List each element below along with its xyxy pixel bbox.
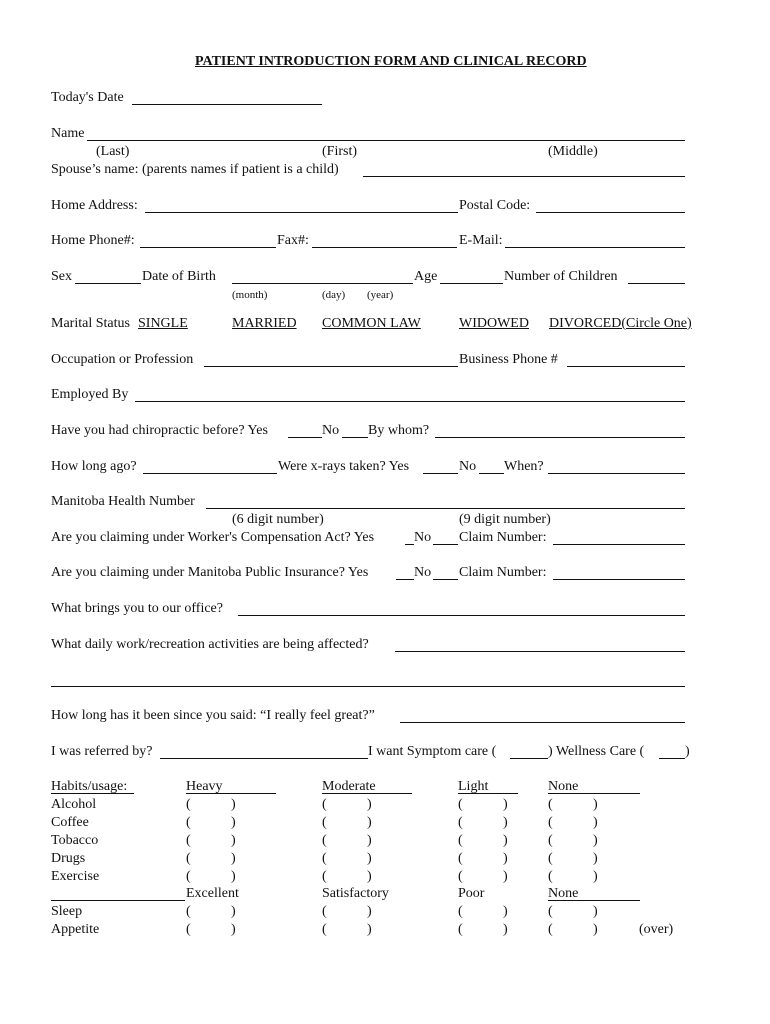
mpi-claim-field[interactable] [553, 579, 685, 580]
habit-coffee-none-close[interactable]: ) [593, 815, 598, 830]
xrays-no-field[interactable] [479, 473, 504, 474]
wellness-care-close: ) [685, 744, 690, 759]
habits-section2-rule [51, 900, 185, 901]
habits-col-heavy: Heavy [186, 779, 223, 794]
habit-tobacco-moderate-open[interactable]: ( [322, 833, 327, 848]
chiropractic-question: Have you had chiropractic before? Yes [51, 423, 268, 438]
sex-field[interactable] [75, 283, 141, 284]
name-middle-caption: (Middle) [548, 144, 598, 159]
habit-tobacco-light-close[interactable]: ) [503, 833, 508, 848]
name-label: Name [51, 126, 85, 141]
habit-exercise-none-open[interactable]: ( [548, 869, 553, 884]
marital-option-divorced[interactable]: DIVORCED(Circle One) [549, 316, 692, 331]
habit-exercise-moderate-open[interactable]: ( [322, 869, 327, 884]
habit-exercise-none-close[interactable]: ) [593, 869, 598, 884]
dob-day-caption: (day) [322, 289, 346, 301]
email-label: E-Mail: [459, 233, 503, 248]
wellness-care-field[interactable] [659, 758, 685, 759]
habit-coffee-heavy-open[interactable]: ( [186, 815, 191, 830]
daily-activities-label: What daily work/recreation activities are being affected? [51, 637, 369, 652]
habit-tobacco-none-open[interactable]: ( [548, 833, 553, 848]
habit-sleep-none-open[interactable]: ( [548, 904, 553, 919]
habits-col-light: Light [458, 779, 489, 794]
habit-appetite-poor-close[interactable]: ) [503, 922, 508, 937]
habit-appetite-satisfactory-close[interactable]: ) [367, 922, 372, 937]
habit-drugs-none-open[interactable]: ( [548, 851, 553, 866]
habit-sleep-poor-close[interactable]: ) [503, 904, 508, 919]
habit-drugs-none-close[interactable]: ) [593, 851, 598, 866]
home-address-label: Home Address: [51, 198, 138, 213]
habits-header-rule-3 [322, 793, 412, 794]
postal-code-field[interactable] [536, 212, 685, 213]
chiropractic-yes-field[interactable] [288, 437, 322, 438]
spouse-label: Spouse’s name: (parents names if patient is a child) [51, 162, 339, 177]
habit-alcohol-heavy-open[interactable]: ( [186, 797, 191, 812]
age-field[interactable] [440, 283, 503, 284]
children-field[interactable] [628, 283, 685, 284]
name-last-caption: (Last) [96, 144, 130, 159]
habits-header-rule-1 [51, 793, 134, 794]
mpi-claim-label: Claim Number: [459, 565, 547, 580]
mb-health-label: Manitoba Health Number [51, 494, 195, 509]
habit-tobacco-none-close[interactable]: ) [593, 833, 598, 848]
habit-appetite-excellent-close[interactable]: ) [231, 922, 236, 937]
habits-col2-poor: Poor [458, 886, 485, 901]
brings-you-label: What brings you to our office? [51, 601, 223, 616]
habit-coffee-light-open[interactable]: ( [458, 815, 463, 830]
referred-by-field[interactable] [160, 758, 368, 759]
by-whom-field[interactable] [435, 437, 685, 438]
mpi-question: Are you claiming under Manitoba Public Insurance? Yes [51, 565, 369, 580]
habit-alcohol-none-open[interactable]: ( [548, 797, 553, 812]
habit-row-sleep: Sleep [51, 904, 83, 919]
postal-code-label: Postal Code: [459, 198, 531, 213]
habit-alcohol-none-close[interactable]: ) [593, 797, 598, 812]
habit-exercise-light-close[interactable]: ) [503, 869, 508, 884]
symptom-care-label: I want Symptom care ( [368, 744, 497, 759]
occupation-field[interactable] [204, 366, 458, 367]
habit-appetite-satisfactory-open[interactable]: ( [322, 922, 327, 937]
habits-header-rule-5 [548, 793, 640, 794]
habit-exercise-light-open[interactable]: ( [458, 869, 463, 884]
habit-exercise-moderate-close[interactable]: ) [367, 869, 372, 884]
habit-appetite-excellent-open[interactable]: ( [186, 922, 191, 937]
dob-label: Date of Birth [142, 269, 216, 284]
marital-option-widowed[interactable]: WIDOWED [459, 316, 529, 331]
habit-alcohol-light-open[interactable]: ( [458, 797, 463, 812]
habit-drugs-heavy-close[interactable]: ) [231, 851, 236, 866]
xrays-no-label: No [459, 459, 477, 474]
habit-drugs-light-open[interactable]: ( [458, 851, 463, 866]
name-first-caption: (First) [322, 144, 357, 159]
todays-date-field[interactable] [132, 104, 322, 105]
todays-date-label: Today's Date [51, 90, 124, 105]
daily-activities-field[interactable] [395, 651, 685, 652]
habit-drugs-heavy-open[interactable]: ( [186, 851, 191, 866]
habits-col2-satisfactory: Satisfactory [322, 886, 389, 901]
wcb-claim-label: Claim Number: [459, 530, 547, 545]
habit-sleep-excellent-open[interactable]: ( [186, 904, 191, 919]
habit-row-tobacco: Tobacco [51, 833, 99, 848]
business-phone-label: Business Phone # [459, 352, 558, 367]
wcb-no-label: No [414, 530, 432, 545]
over-note: (over) [639, 922, 674, 937]
habits-col2-excellent: Excellent [186, 886, 239, 901]
habit-row-exercise: Exercise [51, 869, 100, 884]
fax-label: Fax#: [277, 233, 309, 248]
sex-label: Sex [51, 269, 72, 284]
brings-you-field[interactable] [238, 615, 685, 616]
wcb-question: Are you claiming under Worker's Compensation Act? Yes [51, 530, 375, 545]
nine-digit-caption: (9 digit number) [459, 512, 551, 527]
chiropractic-no-label: No [322, 423, 340, 438]
habit-row-appetite: Appetite [51, 922, 100, 937]
occupation-label: Occupation or Profession [51, 352, 194, 367]
habit-tobacco-light-open[interactable]: ( [458, 833, 463, 848]
habits-header: Habits/usage: [51, 779, 128, 794]
mpi-no-label: No [414, 565, 432, 580]
form-title: PATIENT INTRODUCTION FORM AND CLINICAL RECORD [195, 54, 587, 69]
mpi-yes-field[interactable] [396, 579, 414, 580]
habit-appetite-poor-open[interactable]: ( [458, 922, 463, 937]
habit-drugs-moderate-close[interactable]: ) [367, 851, 372, 866]
habits2-header-rule-5 [548, 900, 640, 901]
habits-col-moderate: Moderate [322, 779, 376, 794]
dob-year-caption: (year) [367, 289, 394, 301]
six-digit-caption: (6 digit number) [232, 512, 324, 527]
habit-sleep-excellent-close[interactable]: ) [231, 904, 236, 919]
habit-exercise-heavy-close[interactable]: ) [231, 869, 236, 884]
daily-activities-field-2[interactable] [51, 686, 685, 687]
habit-row-coffee: Coffee [51, 815, 89, 830]
habit-alcohol-heavy-close[interactable]: ) [231, 797, 236, 812]
wcb-no-field[interactable] [433, 544, 458, 545]
xrays-yes-field[interactable] [423, 473, 458, 474]
habit-row-alcohol: Alcohol [51, 797, 97, 812]
fax-field[interactable] [312, 247, 457, 248]
xrays-when-label: When? [504, 459, 544, 474]
habits-col2-none: None [548, 886, 579, 901]
wellness-care-label: ) Wellness Care ( [548, 744, 645, 759]
how-long-ago-field[interactable] [143, 473, 277, 474]
marital-option-single[interactable]: SINGLE [138, 316, 188, 331]
employed-by-label: Employed By [51, 387, 129, 402]
habit-alcohol-moderate-close[interactable]: ) [367, 797, 372, 812]
symptom-care-field[interactable] [510, 758, 548, 759]
habit-row-drugs: Drugs [51, 851, 86, 866]
spouse-field[interactable] [363, 176, 685, 177]
how-long-ago-label: How long ago? [51, 459, 137, 474]
business-phone-field[interactable] [567, 366, 685, 367]
marital-option-married[interactable]: MARRIED [232, 316, 297, 331]
chiropractic-no-field[interactable] [342, 437, 368, 438]
habit-appetite-none-open[interactable]: ( [548, 922, 553, 937]
habit-appetite-none-close[interactable]: ) [593, 922, 598, 937]
habit-tobacco-heavy-close[interactable]: ) [231, 833, 236, 848]
habit-sleep-poor-open[interactable]: ( [458, 904, 463, 919]
habit-sleep-none-close[interactable]: ) [593, 904, 598, 919]
habit-sleep-satisfactory-open[interactable]: ( [322, 904, 327, 919]
habit-drugs-light-close[interactable]: ) [503, 851, 508, 866]
habit-coffee-none-open[interactable]: ( [548, 815, 553, 830]
home-address-field[interactable] [145, 212, 458, 213]
habit-alcohol-moderate-open[interactable]: ( [322, 797, 327, 812]
dob-field[interactable] [232, 283, 413, 284]
referred-by-label: I was referred by? [51, 744, 153, 759]
marital-option-common-law[interactable]: COMMON LAW [322, 316, 421, 331]
wcb-yes-field[interactable] [405, 544, 414, 545]
habit-tobacco-moderate-close[interactable]: ) [367, 833, 372, 848]
mpi-no-field[interactable] [433, 579, 458, 580]
habit-coffee-heavy-close[interactable]: ) [231, 815, 236, 830]
age-label: Age [414, 269, 438, 284]
email-field[interactable] [505, 247, 685, 248]
habit-coffee-moderate-close[interactable]: ) [367, 815, 372, 830]
habit-exercise-heavy-open[interactable]: ( [186, 869, 191, 884]
home-phone-field[interactable] [140, 247, 276, 248]
xrays-when-field[interactable] [548, 473, 685, 474]
marital-status-label: Marital Status [51, 316, 130, 331]
habit-coffee-moderate-open[interactable]: ( [322, 815, 327, 830]
by-whom-label: By whom? [368, 423, 430, 438]
habits-header-rule-4 [458, 793, 518, 794]
dob-month-caption: (month) [232, 289, 268, 301]
xrays-question: Were x-rays taken? Yes [278, 459, 410, 474]
feel-great-field[interactable] [400, 722, 685, 723]
habit-drugs-moderate-open[interactable]: ( [322, 851, 327, 866]
employed-by-field[interactable] [135, 401, 685, 402]
habit-tobacco-heavy-open[interactable]: ( [186, 833, 191, 848]
name-field[interactable] [87, 140, 685, 141]
habit-sleep-satisfactory-close[interactable]: ) [367, 904, 372, 919]
children-label: Number of Children [504, 269, 618, 284]
habit-alcohol-light-close[interactable]: ) [503, 797, 508, 812]
wcb-claim-field[interactable] [553, 544, 685, 545]
feel-great-label: How long has it been since you said: “I really feel great?” [51, 708, 375, 723]
habits-header-rule-2 [186, 793, 276, 794]
home-phone-label: Home Phone#: [51, 233, 135, 248]
habit-coffee-light-close[interactable]: ) [503, 815, 508, 830]
mb-health-field[interactable] [206, 508, 685, 509]
habits-col-none: None [548, 779, 579, 794]
